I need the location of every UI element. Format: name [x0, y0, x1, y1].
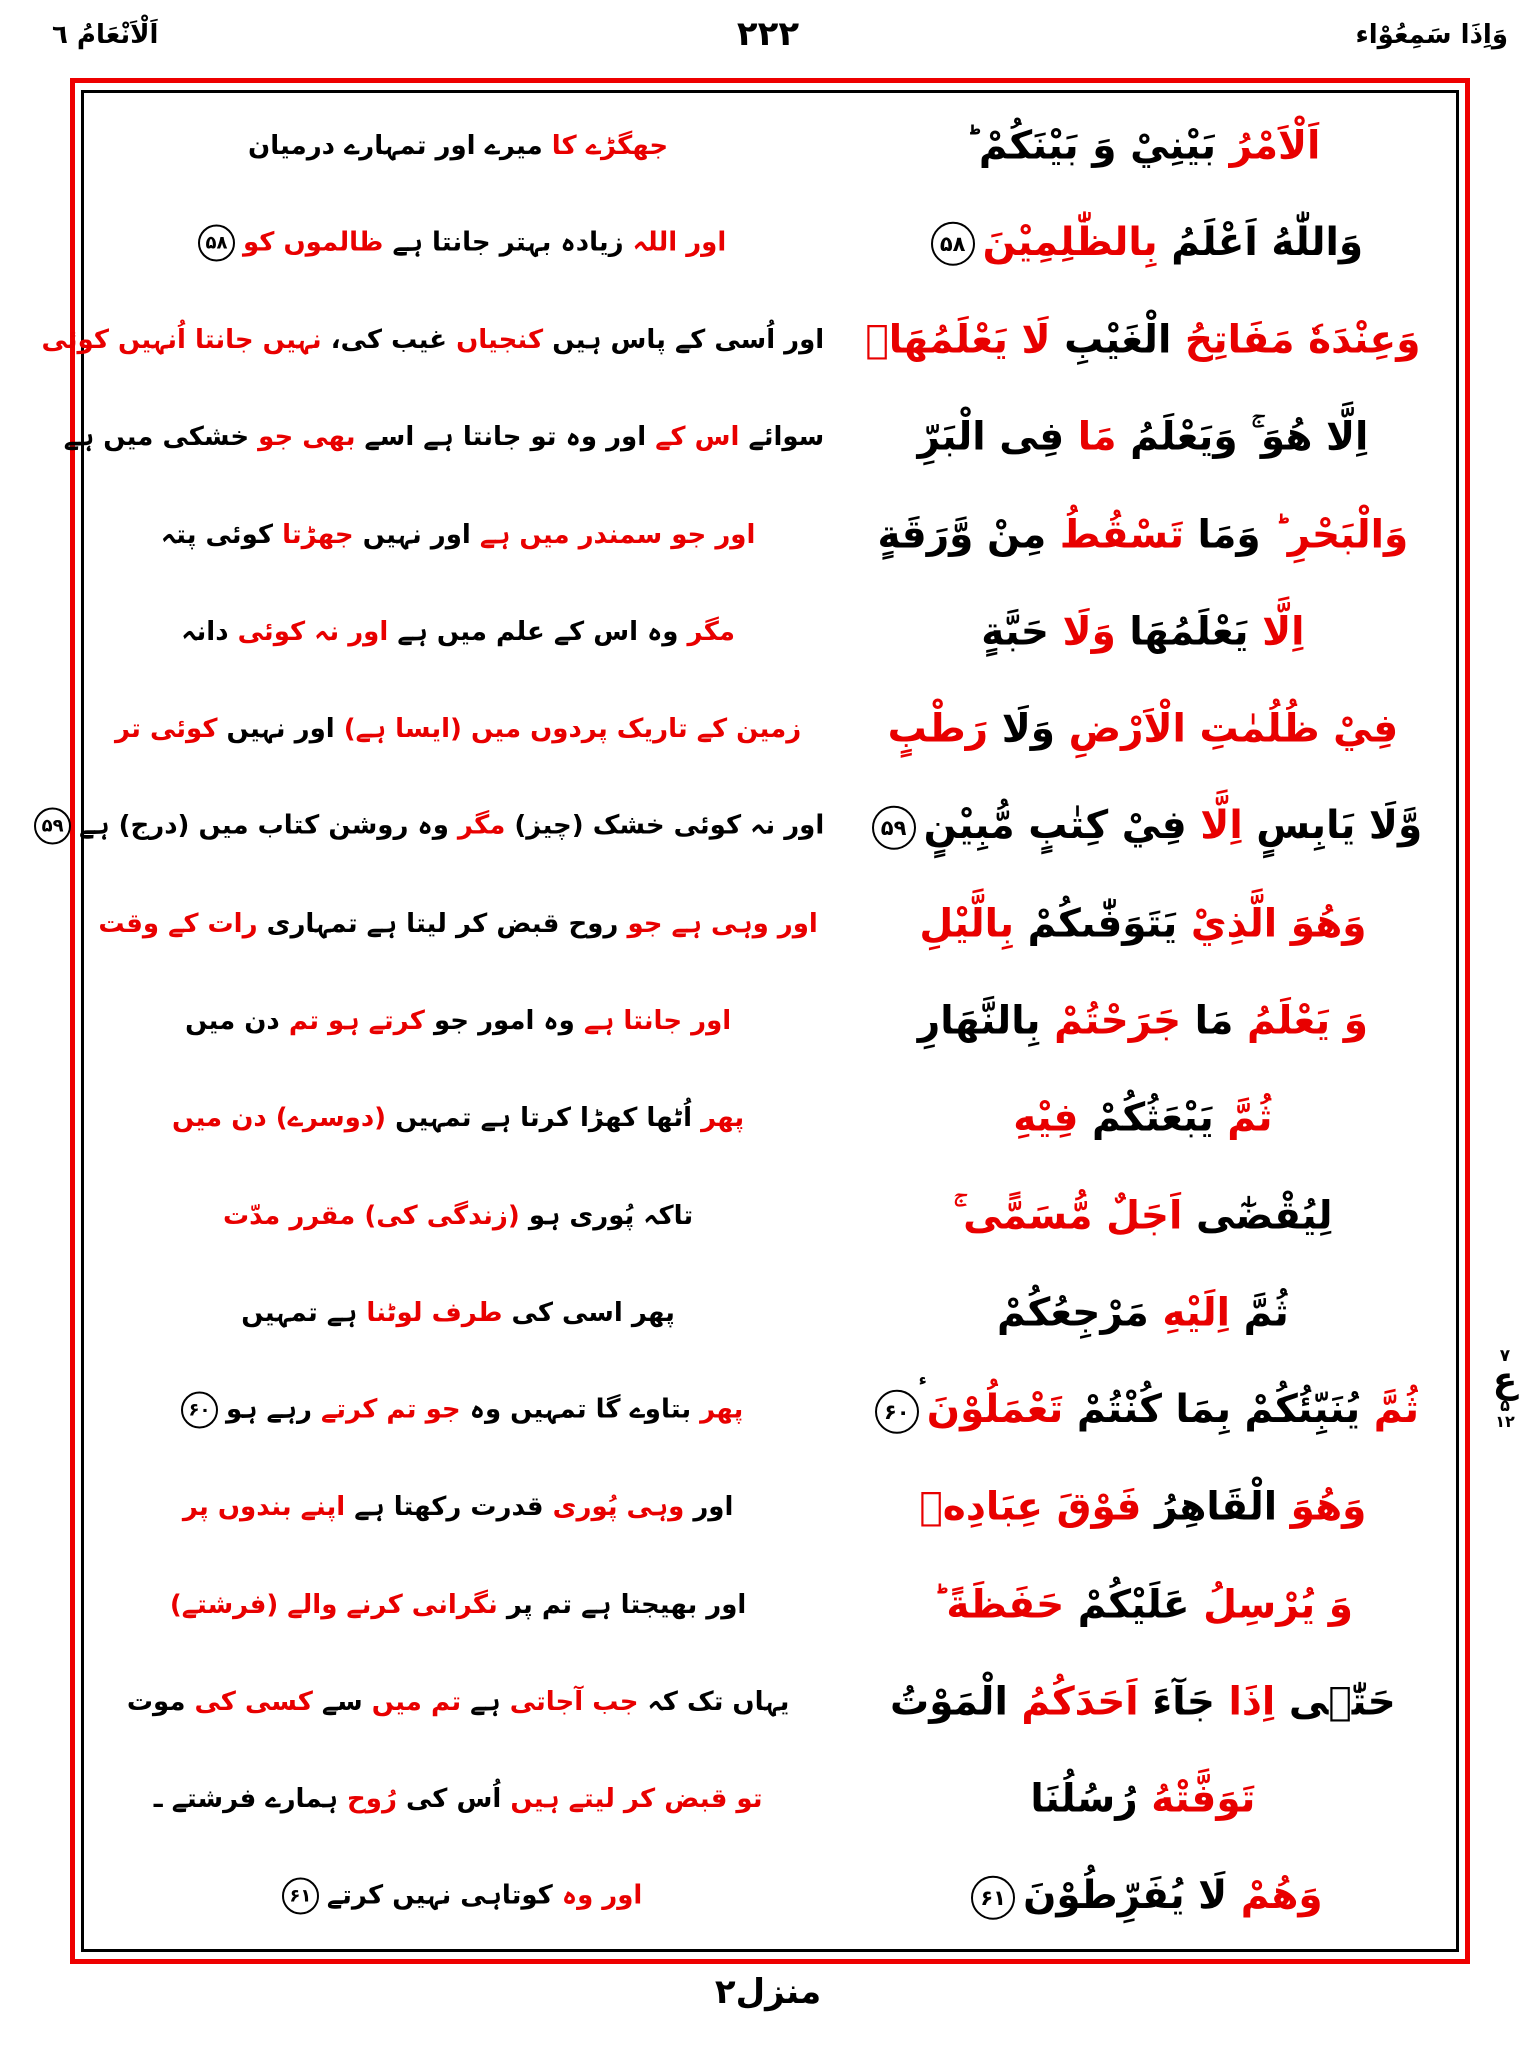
arabic-segment: وَلَا	[1001, 706, 1056, 752]
arabic-segment: تَعْمَلُوْنَ	[926, 1386, 1064, 1432]
arabic-verse-line	[838, 1290, 1448, 1335]
urdu-segment: سوائے	[748, 422, 825, 453]
urdu-segment: اور اُسی کے پاس ہیں	[552, 325, 825, 356]
arabic-segment: وَ يُرْسِلُ	[1203, 1582, 1353, 1628]
verse-number-badge: ۶۱	[282, 1878, 319, 1915]
arabic-verse-line	[838, 1485, 1448, 1530]
urdu-segment: ہمارے فرشتے ـ	[153, 1784, 338, 1815]
arabic-verse-line	[838, 901, 1448, 946]
arabic-segment: بِالَّيْلِ	[919, 901, 1014, 947]
urdu-translation-line	[92, 1784, 824, 1814]
urdu-segment: وہ روشن کتاب میں (درج) ہے	[79, 810, 449, 841]
urdu-translation-line	[92, 1492, 824, 1522]
ruku-number-bottom: ۱۲	[1495, 1412, 1515, 1432]
arabic-segment: الْقَاهِرُ	[1155, 1484, 1278, 1530]
verse-number-badge: ۶۱	[971, 1876, 1015, 1920]
urdu-segment: نہیں جانتا اُنہیں کوئی	[41, 325, 322, 356]
urdu-segment: کوئی تر	[115, 714, 218, 745]
urdu-translation-line	[41, 808, 825, 845]
ayah-row	[63, 389, 1448, 486]
urdu-translation-line	[92, 224, 824, 261]
ayah-row	[92, 1653, 1448, 1750]
arabic-verse-line	[838, 1096, 1448, 1141]
urdu-segment: اور نہ کوئی خشک (چیز)	[514, 810, 825, 841]
verse-number-badge: ۶۰	[181, 1392, 218, 1429]
urdu-segment: میرے اور تمہارے درمیان	[248, 130, 543, 161]
arabic-verse-line	[838, 318, 1448, 363]
urdu-translation-line	[92, 520, 824, 550]
arabic-segment: اَحَدَكُمُ	[1021, 1679, 1139, 1725]
urdu-segment: اور اللہ	[632, 227, 727, 258]
urdu-translation-line	[92, 714, 824, 744]
arabic-segment: مَا	[1077, 414, 1117, 460]
urdu-segment: کسی کی	[194, 1686, 313, 1717]
urdu-segment: اپنے بندوں پر	[182, 1492, 346, 1523]
urdu-segment: خشکی میں ہے	[63, 422, 250, 453]
arabic-segment: مِنْ وَّرَقَةٍ	[877, 512, 1047, 558]
urdu-segment: کوتاہی نہیں کرتے	[326, 1880, 553, 1911]
arabic-verse-line	[838, 1679, 1448, 1724]
arabic-verse-line	[838, 803, 1448, 850]
urdu-segment: اور وہ	[561, 1880, 643, 1911]
arabic-segment: اَجَلٌ مُّسَمًّى ۚ	[953, 1193, 1183, 1239]
arabic-segment: وَعِنْدَهٗ مَفَاتِحُ	[1184, 317, 1421, 363]
arabic-verse-line	[838, 609, 1448, 654]
urdu-segment: قدرت رکھتا ہے	[354, 1492, 544, 1523]
arabic-segment: وَ يَعْلَمُ	[1247, 998, 1368, 1044]
arabic-segment: اِلَّا	[1200, 803, 1243, 849]
arabic-segment: وَهُوَ الَّذِيْ	[1190, 901, 1367, 947]
urdu-segment: سے	[321, 1686, 363, 1717]
ayah-row	[92, 1070, 1448, 1167]
arabic-segment: فِی الْبَرِّ	[917, 414, 1065, 460]
juz-title: وَاِذَا سَمِعُوْاء	[1355, 20, 1508, 50]
arabic-segment: حَبَّةٍ	[981, 609, 1049, 655]
urdu-translation-line	[92, 1006, 824, 1036]
urdu-translation-line	[92, 1878, 824, 1915]
urdu-segment: تم میں	[371, 1686, 462, 1717]
arabic-segment: بِالظّٰلِمِيْنَ	[982, 219, 1158, 265]
urdu-segment: کوئی پتہ	[160, 519, 273, 550]
arabic-segment: عَلَيْكُمْ	[1077, 1582, 1190, 1628]
urdu-segment: رُوح	[347, 1784, 397, 1815]
arabic-segment: حَفَظَةً ؕ	[932, 1582, 1065, 1628]
urdu-translation-line	[92, 1298, 824, 1328]
ruku-marker	[1478, 1348, 1532, 1431]
urdu-segment: رہے ہو	[225, 1394, 312, 1425]
manzil-label: منزل۲	[714, 1972, 822, 2012]
urdu-segment: موت	[126, 1686, 186, 1717]
arabic-segment: وَاللّٰهُ اَعْلَمُ	[1171, 219, 1364, 265]
urdu-segment: ہے تمہیں	[241, 1297, 358, 1328]
arabic-segment: فِيْهِ	[1013, 1095, 1079, 1141]
verse-number-badge: ۵۸	[198, 224, 235, 261]
urdu-segment: مگر	[687, 616, 735, 647]
urdu-segment: رات کے وقت	[98, 908, 258, 939]
urdu-segment: وہی پُوری	[552, 1492, 685, 1523]
arabic-segment: تَسْقُطُ	[1059, 512, 1184, 558]
ayah-row	[92, 1751, 1448, 1848]
arabic-segment: لِيُقْضٰٓى	[1195, 1193, 1333, 1239]
verse-number-badge: ۵۸	[931, 222, 975, 266]
urdu-segment: اور جانتا ہے	[583, 1006, 732, 1037]
urdu-segment: جھگڑے کا	[551, 130, 669, 161]
urdu-segment: تو قبض کر لیتے ہیں	[510, 1784, 763, 1815]
urdu-translation-line	[92, 1201, 824, 1231]
urdu-translation-line	[92, 617, 824, 647]
urdu-translation-line	[92, 1103, 824, 1133]
urdu-segment: بتاوے گا تمہیں وہ	[469, 1394, 692, 1425]
urdu-segment: اور جو سمندر میں ہے	[479, 519, 756, 550]
arabic-verse-line	[838, 512, 1448, 557]
urdu-segment: اور وہ تو جانتا ہے اسے	[364, 422, 647, 453]
arabic-verse-line	[838, 220, 1448, 267]
arabic-segment: يَتَوَفّٰىكُمْ	[1027, 901, 1178, 947]
urdu-segment: اور بھیجتا ہے تم پر	[506, 1589, 747, 1620]
ayah-row	[41, 778, 1448, 875]
arabic-segment: وَمَا	[1197, 512, 1261, 558]
arabic-segment: يَعْلَمُهَا	[1129, 609, 1249, 655]
urdu-segment: اور نہیں	[362, 519, 471, 550]
verse-number-badge: ۵۹	[872, 806, 916, 850]
urdu-segment: اس کے	[655, 422, 740, 453]
arabic-verse-line	[838, 1582, 1448, 1627]
urdu-segment: اُٹھا کھڑا کرتا ہے تمہیں	[395, 1103, 693, 1134]
urdu-segment: کرتے ہو تم	[288, 1006, 425, 1037]
urdu-segment: کنجیاں	[456, 325, 544, 356]
arabic-segment: جَرَحْتُمْ	[1054, 998, 1182, 1044]
arabic-segment: رُسُلُنَا	[1030, 1776, 1138, 1822]
urdu-segment: اور وہی ہے جو	[627, 908, 818, 939]
arabic-segment: وَلَا	[1062, 609, 1116, 655]
arabic-segment: بِالنَّهَارِ	[917, 998, 1041, 1044]
urdu-segment: وہ اس کے علم میں ہے	[397, 616, 679, 647]
arabic-verse-line	[838, 707, 1448, 752]
urdu-translation-line	[63, 422, 825, 453]
verses-area	[41, 97, 1448, 1945]
ruku-verse-count: ۵	[1500, 1396, 1510, 1416]
arabic-segment: جَآءَ	[1152, 1679, 1215, 1725]
arabic-verse-line	[838, 1873, 1448, 1920]
arabic-segment: لَا يُفَرِّطُوْنَ	[1023, 1873, 1228, 1919]
arabic-segment: مَا	[1194, 998, 1234, 1044]
arabic-segment: تَوَفَّتْهُ	[1151, 1776, 1256, 1822]
arabic-segment: ثُمَّ	[1227, 1095, 1273, 1141]
ayah-row	[92, 97, 1448, 194]
ruku-ain-icon: ع	[1492, 1360, 1518, 1402]
surah-title: اَلْاَنْعَامُ ٦	[52, 20, 159, 50]
arabic-segment: رَطْبٍ	[887, 706, 989, 752]
arabic-segment: بَيْنِيْ وَ بَيْنَكُمْ ؕ	[965, 123, 1217, 169]
urdu-segment: اُس کی	[405, 1784, 502, 1815]
arabic-segment: يَبْعَثُكُمْ	[1091, 1095, 1214, 1141]
ayah-row	[92, 486, 1448, 583]
arabic-segment: اِلَّا	[1262, 609, 1305, 655]
urdu-segment: اور	[693, 1492, 734, 1523]
ayah-row	[92, 1167, 1448, 1264]
urdu-segment: اور نہیں	[226, 714, 335, 745]
ayah-row	[92, 1848, 1448, 1945]
urdu-segment: یہاں تک کہ	[647, 1686, 790, 1717]
urdu-segment: طرف لوٹنا	[366, 1297, 503, 1328]
ayah-row	[92, 1264, 1448, 1361]
ayah-row	[92, 1459, 1448, 1556]
ruku-end-icon: ء	[918, 1369, 927, 1389]
urdu-segment: جب آجاتی	[509, 1686, 639, 1717]
urdu-segment: تاکہ پُوری ہو	[528, 1200, 694, 1231]
arabic-verse-line	[838, 1369, 1448, 1434]
urdu-segment: جو تم کرتے	[321, 1394, 461, 1425]
urdu-segment: پھر	[701, 1103, 745, 1134]
urdu-segment: زمین کے تاریک پردوں میں (ایسا ہے)	[343, 714, 802, 745]
arabic-segment: فَوْقَ عِبَادِهٖ	[919, 1484, 1142, 1530]
arabic-segment: ثُمَّ	[1373, 1386, 1420, 1432]
arabic-segment: فِيْ كِتٰبٍ مُّبِيْنٍ	[923, 803, 1187, 849]
urdu-segment: ظالموں کو	[242, 227, 384, 258]
arabic-segment: اِذَا	[1228, 1679, 1276, 1725]
urdu-segment: وہ امور جو	[434, 1006, 575, 1037]
urdu-translation-line	[92, 1687, 824, 1717]
urdu-segment: غیب کی،	[330, 325, 448, 356]
arabic-segment: اَلْاَمْرُ	[1229, 123, 1321, 169]
arabic-verse-line	[838, 999, 1448, 1044]
ayah-row	[92, 972, 1448, 1069]
arabic-segment: ثُمَّ	[1243, 1290, 1289, 1336]
arabic-segment: وَالْبَحْرِ ؕ	[1274, 512, 1409, 558]
urdu-translation-line	[41, 325, 825, 356]
urdu-segment: اور نہ کوئی	[237, 616, 389, 647]
arabic-segment: اِلَّا هُوَ ۚ وَيَعْلَمُ	[1130, 414, 1369, 460]
urdu-segment: نگرانی کرنے والے (فرشتے)	[169, 1589, 498, 1620]
ayah-row	[92, 194, 1448, 291]
arabic-verse-line	[838, 123, 1448, 168]
arabic-verse-line	[838, 1777, 1448, 1822]
urdu-segment: دن میں	[185, 1006, 280, 1037]
urdu-segment: پھر	[700, 1394, 744, 1425]
page-border-outer	[41, 78, 1470, 1964]
urdu-translation-line	[92, 909, 824, 939]
urdu-segment: مگر	[457, 810, 506, 841]
verse-number-badge: ۶۰ ء	[875, 1389, 919, 1433]
ayah-row	[92, 1556, 1448, 1653]
ayah-row	[92, 583, 1448, 680]
page-border-inner	[41, 90, 1459, 1952]
urdu-segment: ہے	[470, 1686, 501, 1717]
urdu-segment: روح قبض کر لیتا ہے تمہاری	[266, 908, 619, 939]
urdu-segment: جھڑتا	[282, 519, 354, 550]
urdu-segment: دانہ	[181, 616, 229, 647]
arabic-segment: الْغَيْبِ	[1064, 317, 1172, 363]
page-number: ۲۲۲	[736, 14, 800, 54]
ayah-row	[92, 1361, 1448, 1458]
ruku-number-top: ۷	[1499, 1346, 1511, 1366]
urdu-segment: پھر اسی کی	[511, 1297, 675, 1328]
arabic-segment: وَّلَا يَابِسٍ	[1256, 803, 1423, 849]
urdu-segment: (دوسرے) دن میں	[172, 1103, 387, 1134]
urdu-segment: (زندگی کی) مقرر مدّت	[223, 1200, 520, 1231]
arabic-verse-line	[838, 415, 1448, 460]
arabic-segment: مَرْجِعُكُمْ	[997, 1290, 1149, 1336]
arabic-segment: الْمَوْتُ	[890, 1679, 1008, 1725]
urdu-translation-line	[92, 1590, 824, 1620]
arabic-segment: يُنَبِّئُكُمْ بِمَا كُنْتُمْ	[1076, 1386, 1361, 1432]
ayah-row	[92, 681, 1448, 778]
arabic-segment: وَهُوَ	[1290, 1484, 1367, 1530]
ayah-row	[41, 292, 1448, 389]
arabic-segment: اِلَيْهِ	[1162, 1290, 1230, 1336]
arabic-segment: لَا يَعْلَمُهَاۤ	[865, 317, 1051, 363]
urdu-translation-line	[92, 1392, 824, 1429]
ayah-row	[92, 875, 1448, 972]
arabic-verse-line	[838, 1193, 1448, 1238]
verse-number-badge: ۵۹	[34, 808, 71, 845]
urdu-translation-line	[92, 131, 824, 161]
arabic-segment: فِيْ ظُلُمٰتِ الْاَرْضِ	[1068, 706, 1399, 752]
arabic-segment: وَهُمْ	[1240, 1873, 1323, 1919]
urdu-segment: بھی جو	[258, 422, 356, 453]
arabic-segment: حَتّٰۤى	[1288, 1679, 1396, 1725]
urdu-segment: زیادہ بہتر جانتا ہے	[392, 227, 624, 258]
